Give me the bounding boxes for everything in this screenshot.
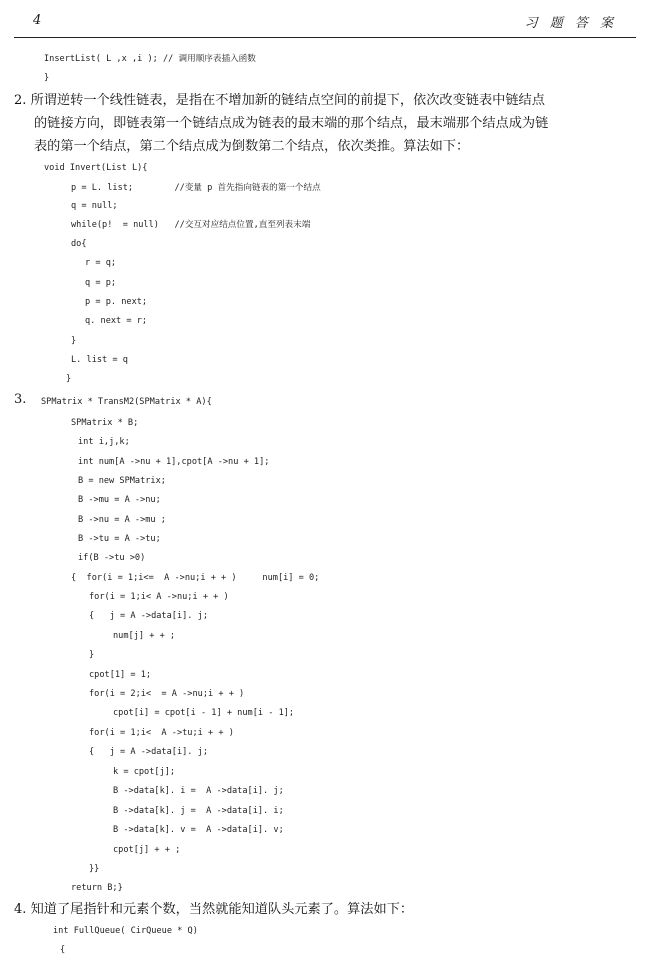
code-line: } — [44, 73, 50, 83]
answer-4-label: 4. — [14, 902, 27, 917]
code-line: InsertList( L ,x ,i ); // 调用顺序表插入函数 — [44, 54, 256, 64]
code-line: for(i = 1;i< A ->nu;i + + ) — [89, 592, 229, 602]
code-line: for(i = 1;i< A ->tu;i + + ) — [89, 728, 234, 738]
code-line: p = p. next; — [85, 297, 148, 307]
answer-4-paragraph — [14, 898, 413, 921]
code-line: B ->tu = A ->tu; — [78, 534, 161, 544]
code-line: B = new SPMatrix; — [78, 476, 166, 486]
code-line: q = null; — [71, 201, 118, 211]
code-line: int i,j,k; — [78, 437, 130, 447]
code-line: return B;} — [71, 883, 123, 893]
header-rule — [14, 37, 636, 38]
code-line: SPMatrix * TransM2(SPMatrix * A){ — [41, 397, 212, 407]
code-line: for(i = 2;i< = A ->nu;i + + ) — [89, 689, 245, 699]
code-line: B ->data[k]. v = A ->data[i]. v; — [113, 825, 284, 835]
code-line: if(B ->tu >0) — [78, 553, 146, 563]
code-line: L. list = q — [71, 355, 128, 365]
code-line: do{ — [71, 239, 87, 249]
code-line: { j = A ->data[i]. j; — [89, 747, 208, 757]
paragraph-line: 知道了尾指针和元素个数，当然就能知道队头元素了。算法如下： — [30, 902, 414, 917]
code-line: }} — [89, 864, 100, 874]
code-line: int FullQueue( CirQueue * Q) — [53, 926, 198, 936]
code-line: cpot[j] + + ; — [113, 845, 181, 855]
code-line: B ->mu = A ->nu; — [78, 495, 161, 505]
page-number: 4 — [33, 13, 42, 28]
code-line: while(p! = null) //交互对应结点位置,直至列表末端 — [71, 220, 311, 230]
code-line: { j = A ->data[i]. j; — [89, 611, 208, 621]
code-line: } — [66, 374, 72, 384]
paragraph-line: 所谓逆转一个线性链表，是指在不增加新的链结点空间的前提下，依次改变链表中链结点 — [30, 93, 545, 108]
code-line: SPMatrix * B; — [71, 418, 139, 428]
code-line: } — [89, 650, 95, 660]
code-line: num[j] + + ; — [113, 631, 176, 641]
code-line: q = p; — [85, 278, 117, 288]
code-line: void Invert(List L){ — [44, 163, 148, 173]
code-line: B ->nu = A ->mu ; — [78, 515, 166, 525]
answer-2-paragraph — [14, 89, 548, 158]
paragraph-line: 表的第一个结点，第二个结点成为倒数第二个结点，依次类推。算法如下： — [34, 139, 470, 154]
answer-3-label: 3. — [14, 392, 27, 407]
code-line: r = q; — [85, 258, 117, 268]
code-line: k = cpot[j]; — [113, 767, 176, 777]
code-line: B ->data[k]. j = A ->data[i]. i; — [113, 806, 284, 816]
code-line: q. next = r; — [85, 316, 148, 326]
running-title: 习 题 答 案 — [524, 16, 617, 31]
paragraph-line: 的链接方向，即链表第一个链结点成为链表的最末端的那个结点，最末端那个结点成为链 — [34, 116, 549, 131]
code-line: p = L. list; //变量 p 首先指向链表的第一个结点 — [71, 183, 321, 193]
answer-2-label: 2. — [14, 93, 27, 108]
code-line: int num[A ->nu + 1],cpot[A ->nu + 1]; — [78, 457, 270, 467]
code-line: B ->data[k]. i = A ->data[i]. j; — [113, 786, 284, 796]
code-line: { — [60, 945, 66, 955]
code-line: } — [71, 336, 77, 346]
code-line: cpot[i] = cpot[i - 1] + num[i - 1]; — [113, 708, 295, 718]
code-line: cpot[1] = 1; — [89, 670, 152, 680]
code-line: { for(i = 1;i<= A ->nu;i + + ) num[i] = 0; — [71, 573, 320, 583]
